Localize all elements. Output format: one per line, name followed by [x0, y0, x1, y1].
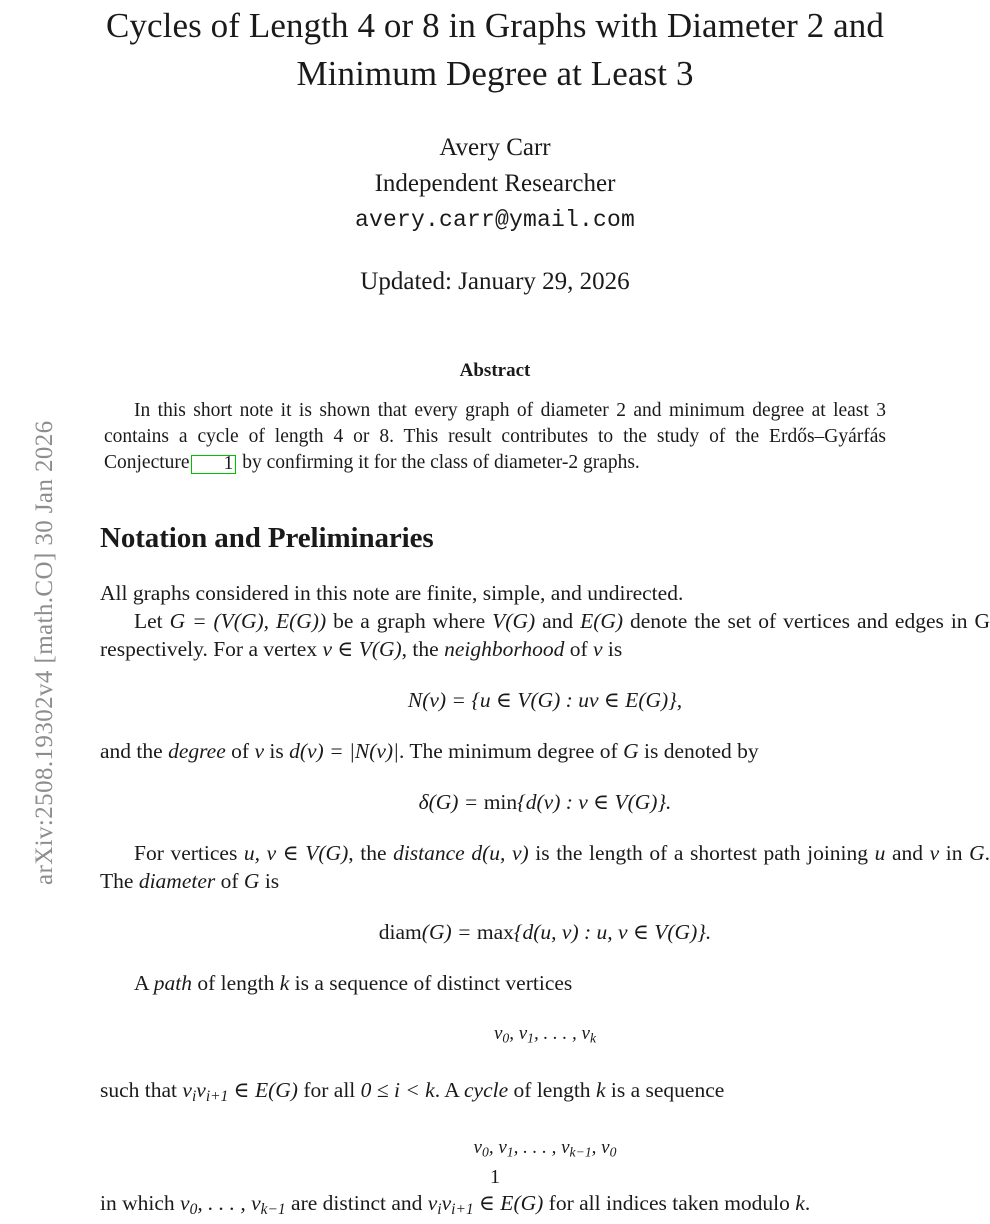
math-inline: G: [623, 739, 639, 763]
abstract-heading: Abstract: [459, 360, 531, 381]
display-equation-2: [100, 787, 990, 817]
emphasis-term: diameter: [138, 869, 216, 893]
page-title: [0, 0, 990, 98]
math-inline: vivi+1 ∈ E(G): [182, 1077, 298, 1105]
emphasis-term: neighborhood: [444, 637, 565, 661]
emphasis-term: path: [153, 971, 192, 995]
paragraph-5: [100, 969, 990, 997]
text-fragment: A: [134, 971, 154, 995]
text-fragment: , the: [348, 841, 394, 865]
math-inline: G = (V(G), E(G)): [169, 609, 327, 633]
title-line-2: Minimum Degree at Least 3: [296, 54, 694, 93]
page-number: 1: [490, 1166, 500, 1188]
text-fragment: is: [259, 869, 280, 893]
text-fragment: is: [263, 739, 290, 763]
text-fragment: of length: [508, 1077, 596, 1102]
equation-text: N(v) = {u ∈ V(G) : uv ∈ E(G)},: [407, 688, 683, 712]
text-fragment: in which: [100, 1191, 181, 1216]
paragraph-6: [100, 1076, 990, 1111]
citation-link-1[interactable]: 1: [191, 455, 237, 474]
text-fragment: of: [564, 637, 593, 661]
math-inline: u: [874, 841, 886, 865]
text-fragment: is the length of a shortest path joining: [528, 841, 875, 865]
text-fragment: for all: [297, 1077, 361, 1102]
display-equation-4: [100, 1019, 990, 1054]
text-fragment: of: [215, 869, 244, 893]
display-equation-5: [100, 1133, 990, 1168]
text-fragment: , the: [401, 637, 445, 661]
paragraph-3: [100, 737, 990, 765]
math-inline: k: [595, 1077, 606, 1102]
text-fragment: . A: [434, 1077, 464, 1102]
author-name: Avery Carr: [439, 134, 551, 161]
text-fragment: of: [225, 739, 255, 763]
equation-text: diam(G) = max{d(u, v) : u, v ∈ V(G)}.: [378, 920, 712, 944]
text-fragment: denote the set of vertices and edges in G respectively. For a vertex: [100, 609, 990, 661]
text-fragment: Let: [134, 609, 170, 633]
math-inline: v: [593, 637, 603, 661]
text-fragment: .: [804, 1191, 811, 1216]
text-fragment: and the: [100, 739, 169, 763]
text-fragment: and: [535, 609, 581, 633]
math-inline: vivi+1 ∈ E(G): [427, 1191, 544, 1219]
math-inline: 0 ≤ i < k: [360, 1077, 435, 1102]
text-fragment: such that: [100, 1077, 183, 1102]
math-inline: G: [243, 869, 260, 893]
arxiv-stamp-text: arXiv:2508.19302v4 [math.CO] 30 Jan 2026: [31, 420, 58, 885]
title-line-1: Cycles of Length 4 or 8 in Graphs with Diameter 2 and: [105, 6, 885, 45]
equation-text: v0, v1, . . . , vk−1, v0: [473, 1136, 617, 1160]
text-fragment: . The: [100, 841, 990, 893]
math-inline: u, v ∈ V(G): [243, 841, 349, 865]
text-fragment: be a graph where: [326, 609, 493, 633]
section-heading-notation-and-preliminaries: Notation and Preliminaries: [100, 522, 434, 554]
text-fragment: is a sequence: [605, 1077, 725, 1102]
paragraph-4: [100, 839, 990, 895]
text-fragment: is a sequence of distinct vertices: [289, 971, 573, 995]
emphasis-term: cycle: [464, 1077, 509, 1102]
emphasis-term: degree: [168, 739, 226, 763]
updated-date: Updated: January 29, 2026: [360, 268, 630, 295]
abstract-text-before-citation: In this short note it is shown that every graph of diameter 2 and minimum degree at least 3 contains a cycle of length 4 or 8. This result contributes to the study of the Erdős–Gyárfás Conjecture: [104, 400, 886, 473]
display-equation-1: [100, 685, 990, 715]
math-inline: v ∈ V(G): [322, 637, 402, 661]
paragraph-7: [100, 1189, 990, 1224]
text-fragment: in: [939, 841, 970, 865]
paragraph-2: [100, 607, 990, 663]
math-inline: d(v) = |N(v)|: [289, 739, 399, 763]
math-inline: V(G): [492, 609, 536, 633]
text-fragment: . The minimum degree of: [398, 739, 624, 763]
math-inline: k: [279, 971, 290, 995]
abstract-text-after-citation: by confirming it for the class of diameter-2 graphs.: [242, 452, 640, 473]
emphasis-term: distance: [393, 841, 465, 865]
text-fragment: for all indices taken modulo: [543, 1191, 796, 1216]
text-fragment: is: [602, 637, 623, 661]
math-inline: v: [254, 739, 264, 763]
math-inline: v0, . . . , vk−1: [180, 1191, 286, 1219]
text-fragment: are distinct and: [285, 1191, 428, 1216]
text-fragment: of length: [191, 971, 280, 995]
text-fragment: is denoted by: [638, 739, 759, 763]
display-equation-3: [100, 917, 990, 947]
author-affiliation: Independent Researcher: [374, 170, 616, 197]
math-inline: E(G): [580, 609, 624, 633]
math-inline: k: [795, 1191, 805, 1216]
abstract-section: [104, 360, 886, 476]
paragraph-1: All graphs considered in this note are finite, simple, and undirected.: [100, 581, 684, 605]
math-inline: v: [929, 841, 940, 865]
equation-text: δ(G) = min{d(v) : v ∈ V(G)}.: [418, 790, 672, 814]
math-inline: G: [969, 841, 985, 865]
math-inline: d(u, v): [471, 841, 529, 865]
section-body: [100, 579, 990, 1224]
author-email[interactable]: avery.carr@ymail.com: [354, 207, 636, 233]
author-block: [0, 130, 990, 238]
equation-text: v0, v1, . . . , vk: [493, 1023, 597, 1046]
abstract-body: [104, 398, 886, 476]
text-fragment: and: [885, 841, 930, 865]
text-fragment: For vertices: [134, 841, 244, 865]
